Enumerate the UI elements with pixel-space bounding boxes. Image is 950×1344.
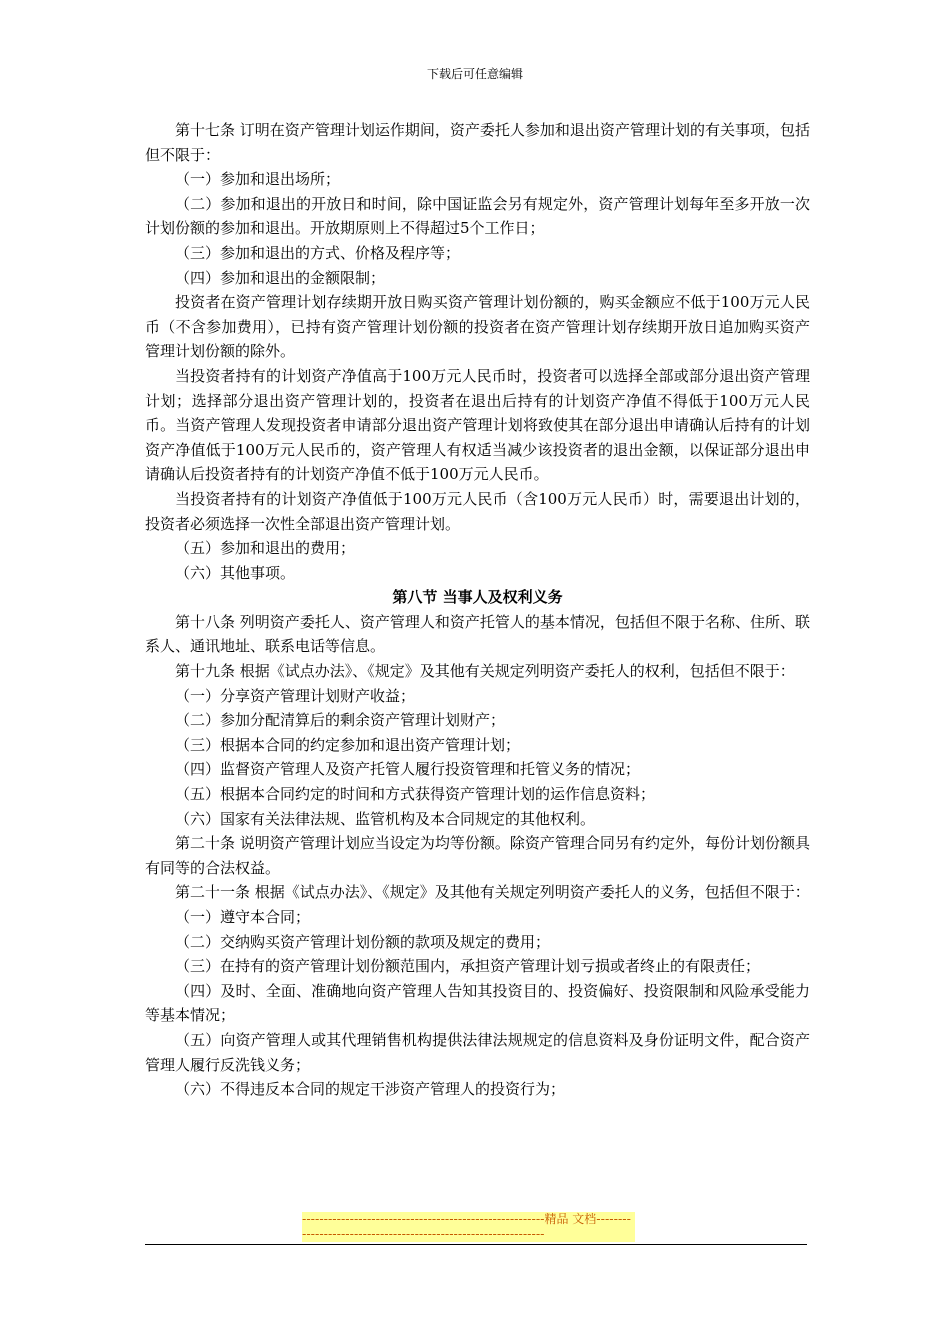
article-17-para-1: 投资者在资产管理计划存续期开放日购买资产管理计划份额的，购买金额应不低于100万元人民币（不含参加费用），已持有资产管理计划份额的投资者在资产管理计划存续期开放日追加购买资产管理计划份额的除外。 (145, 293, 810, 361)
article-20: 第二十条 说明资产管理计划应当设定为均等份额。除资产管理合同另有约定外，每份计划份额具有同等的合法权益。 (145, 834, 810, 877)
footer-watermark: --------------------------------------------------------精品 文档---------------------------------------------------------------- (302, 1212, 635, 1242)
article-17-item-1: （一）参加和退出场所； (175, 170, 341, 189)
article-19-item-3: （三）根据本合同的约定参加和退出资产管理计划； (175, 735, 521, 754)
article-21-item-5: （五）向资产管理人或其代理销售机构提供法律法规规定的信息资料及身份证明文件，配合资产管理人履行反洗钱义务； (145, 1030, 810, 1074)
article-17-intro: 第十七条 订明在资产管理计划运作期间，资产委托人参加和退出资产管理计划的有关事项，包括但不限于： (145, 121, 810, 164)
page-header: 下载后可任意编辑 (426, 67, 523, 81)
article-21-item-6: （六）不得违反本合同的规定干涉资产管理人的投资行为； (175, 1080, 566, 1099)
article-17-item-4: （四）参加和退出的金额限制； (175, 268, 386, 287)
document-body (145, 118, 810, 1102)
article-17-para-3: 当投资者持有的计划资产净值低于100万元人民币（含100万元人民币）时，需要退出计划的，投资者必须选择一次性全部退出资产管理计划。 (145, 489, 810, 533)
article-17-item-6: （六）其他事项。 (175, 563, 296, 582)
article-17-item-2: （二）参加和退出的开放日和时间，除中国证监会另有规定外，资产管理计划每年至多开放一次计划份额的参加和退出。开放期原则上不得超过5个工作日； (145, 194, 810, 238)
article-21-intro: 第二十一条 根据《试点办法》、《规定》及其他有关规定列明资产委托人的义务，包括但不限于： (175, 883, 810, 902)
article-17-item-5: （五）参加和退出的费用； (175, 539, 356, 558)
article-18: 第十八条 列明资产委托人、资产管理人和资产托管人的基本情况，包括但不限于名称、住所、联系人、通讯地址、联系电话等信息。 (145, 612, 810, 656)
article-19-item-4: （四）监督资产管理人及资产托管人履行投资管理和托管义务的情况； (175, 760, 641, 779)
article-17-item-3: （三）参加和退出的方式、价格及程序等； (175, 243, 461, 262)
article-19-item-1: （一）分享资产管理计划财产收益； (175, 686, 416, 705)
article-21-item-1: （一）遵守本合同； (175, 908, 311, 926)
article-21-item-3: （三）在持有的资产管理计划份额范围内，承担资产管理计划亏损或者终止的有限责任； (175, 957, 761, 976)
article-21-item-2: （二）交纳购买资产管理计划份额的款项及规定的费用； (175, 932, 551, 951)
article-19-item-6: （六）国家有关法律法规、监管机构及本合同规定的其他权利。 (175, 809, 596, 828)
article-21-item-4: （四）及时、全面、准确地向资产管理人告知其投资目的、投资偏好、投资限制和风险承受能力等基本情况； (145, 981, 810, 1025)
article-19-intro: 第十九条 根据《试点办法》、《规定》及其他有关规定列明资产委托人的权利，包括但不限于： (175, 662, 795, 681)
article-19-item-5: （五）根据本合同约定的时间和方式获得资产管理计划的运作信息资料； (175, 785, 656, 804)
article-19-item-2: （二）参加分配清算后的剩余资产管理计划财产； (175, 711, 506, 730)
section-8-title: 第八节 当事人及权利义务 (392, 588, 563, 607)
footer-divider (145, 1244, 807, 1245)
article-17-para-2: 当投资者持有的计划资产净值高于100万元人民币时，投资者可以选择全部或部分退出资产管理计划；选择部分退出资产管理计划的，投资者在退出后持有的计划资产净值不得低于100万元人民币。当资产管理人发现投资者申请部分退出资产管理计划将致使其在部分退出申请确认后持有的计划资产净值低于100万元人民币的，资产管理人有权适当减少该投资者的退出金额，以保证部分退出申请确认后投资者持有的计划资产净值不低于100万元人民币。 (145, 366, 810, 484)
